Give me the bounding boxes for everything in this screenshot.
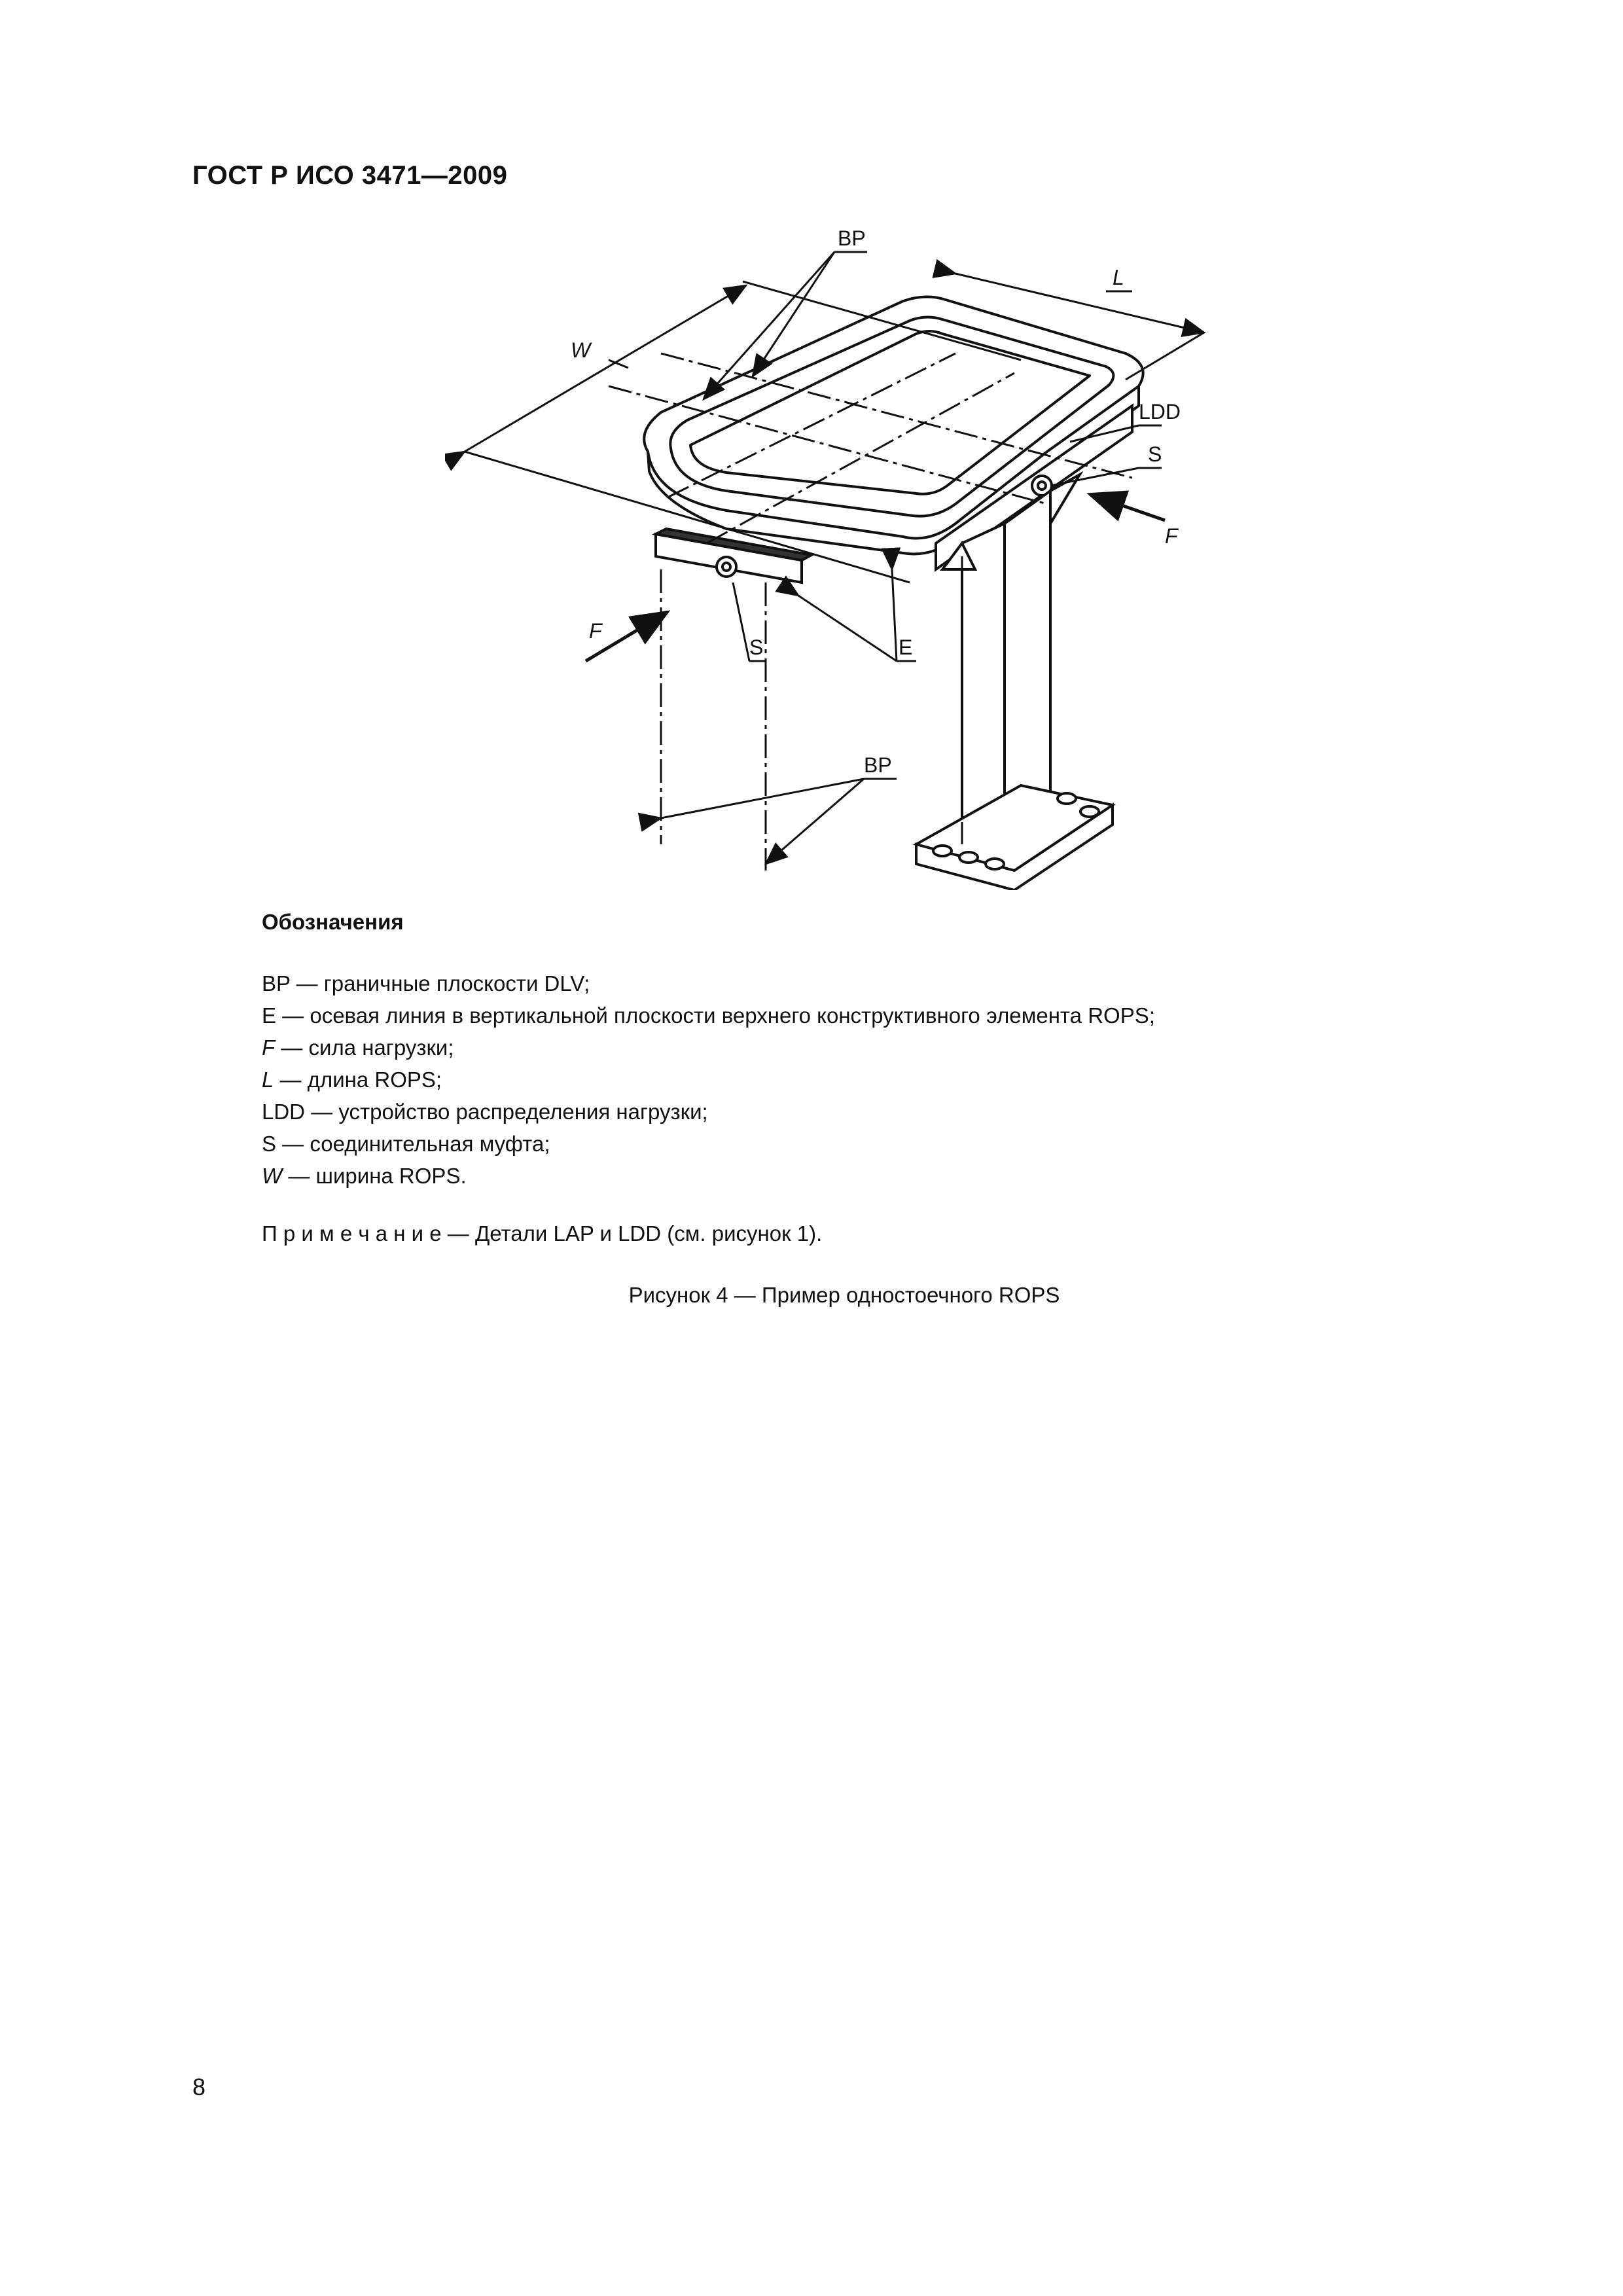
legend-text: — длина ROPS; — [274, 1067, 442, 1092]
label-f-left: F — [589, 619, 602, 643]
label-s-left: S — [749, 636, 764, 659]
legend-item — [262, 1096, 1155, 1128]
page-header-standard-code: ГОСТ Р ИСО 3471—2009 — [192, 161, 508, 190]
label-bp-top: BP — [838, 226, 866, 250]
label-s-right: S — [1148, 442, 1162, 466]
e-leader-2 — [892, 569, 897, 661]
base-hole-5 — [1058, 793, 1076, 804]
legend-item — [262, 1031, 1155, 1064]
force-arrows — [586, 494, 1165, 661]
page-number: 8 — [192, 2073, 206, 2100]
base-plate — [916, 785, 1113, 890]
label-f-right: F — [1165, 524, 1178, 548]
f-right-arrow — [1090, 494, 1165, 520]
legend-text: — осевая линия в вертикальной плоскости верхнего конструктивного элемента ROPS; — [276, 1003, 1155, 1028]
label-bp-bottom: BP — [864, 753, 892, 777]
base-hole-1 — [933, 846, 952, 856]
w-dimension-line — [465, 285, 746, 452]
label-w: W — [571, 338, 591, 362]
label-ldd: LDD — [1139, 400, 1181, 423]
legend-symbol: S — [262, 1132, 277, 1156]
s-left-leader — [733, 583, 749, 661]
figure-note — [262, 1221, 822, 1246]
label-e: E — [899, 636, 913, 659]
rops-figure — [445, 216, 1309, 890]
frame-tube-inner — [690, 331, 1090, 494]
legend-item — [262, 967, 1155, 999]
legend-symbol: LDD — [262, 1100, 306, 1124]
front-coupling-inner — [722, 563, 730, 571]
legend-item — [262, 999, 1155, 1031]
legend-text: — сила нагрузки; — [275, 1035, 454, 1060]
bp-bottom-dimension — [661, 779, 864, 818]
legend-text: — граничные плоскости DLV; — [290, 971, 590, 996]
base-hole-2 — [959, 852, 978, 863]
e-leader-1 — [798, 596, 897, 661]
l-dimension-line — [955, 274, 1204, 332]
top-frame — [644, 296, 1143, 554]
label-l: L — [1113, 266, 1124, 289]
note-label: П р и м е ч а н и е — [262, 1221, 442, 1246]
right-coupling-inner — [1038, 482, 1046, 490]
legend-symbol: F — [262, 1035, 276, 1060]
legend-text: — устройство распределения нагрузки; — [305, 1100, 708, 1124]
base-hole-4 — [1080, 806, 1099, 817]
legend-item — [262, 1128, 1155, 1160]
rops-drawing — [445, 216, 1309, 890]
legend-list — [262, 967, 1155, 1192]
legend-text: — ширина ROPS. — [282, 1164, 467, 1188]
legend-symbol: W — [262, 1164, 283, 1188]
legend-symbol: L — [262, 1067, 274, 1092]
base-hole-3 — [986, 859, 1004, 869]
legend-symbol: BP — [262, 971, 291, 996]
legend-item — [262, 1064, 1155, 1096]
legend-item — [262, 1160, 1155, 1192]
note-text: — Детали LAP и LDD (см. рисунок 1). — [441, 1221, 823, 1246]
legend-title: Обозначения — [262, 910, 404, 934]
legend-symbol: E — [262, 1003, 277, 1028]
legend-text: — соединительная муфта; — [276, 1132, 550, 1156]
figure-caption: Рисунок 4 — Пример одностоечного ROPS — [628, 1283, 1060, 1307]
